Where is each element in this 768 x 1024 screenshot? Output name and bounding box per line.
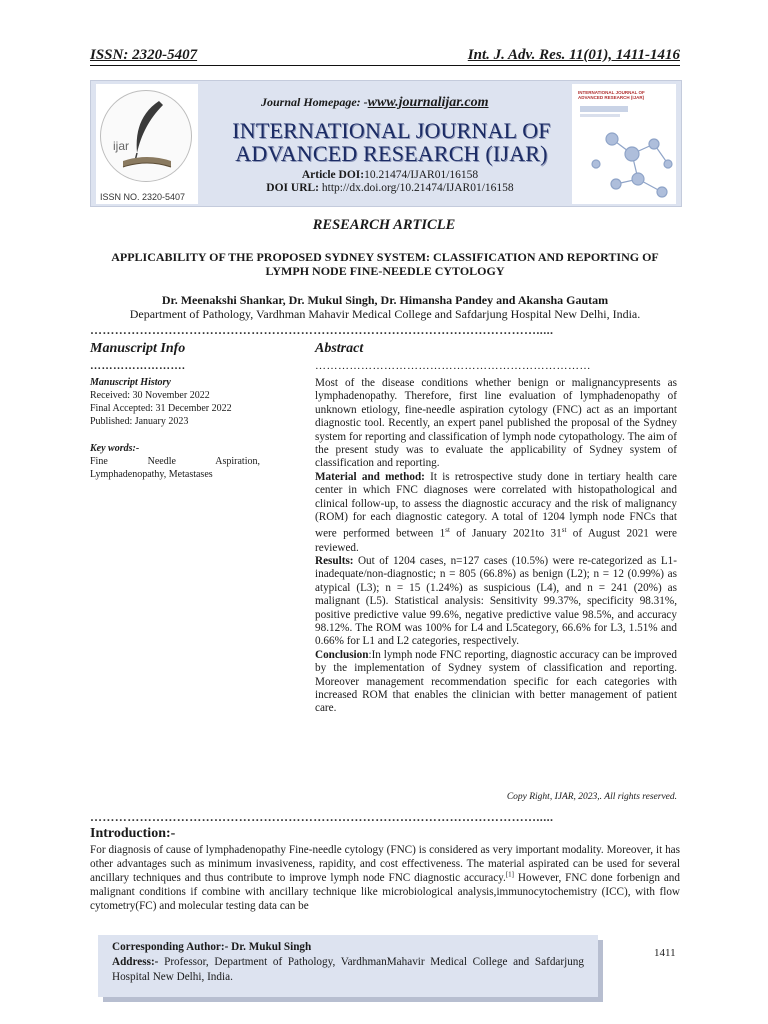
intro-text-b: However, FNC done forbenign and malignant conditions if combine with ancillary technique like microbiological analysis,immunocytochemistry (ICC), with flow cytometry(FC) and molecular testing data can be (90, 872, 680, 912)
introduction-body (90, 843, 680, 913)
doi-url-link[interactable]: http://dx.doi.org/10.21474/IJAR01/16158 (321, 182, 514, 194)
logo-circle (100, 90, 192, 182)
methods-text-c: of August 2021 were reviewed. (315, 528, 677, 554)
doi-url-label: DOI URL: (266, 182, 320, 194)
methods-text-a: It is retrospective study done in tertiary health care center in which FNC diagnoses were correlated with histopathological and clinical follow-up, to assess the diagnostic accuracy and the risk of malignancy (ROM) for each diagnostic category. A total of 1204 lymph node FNCs that were performed between 1 (315, 470, 677, 541)
journal-homepage (261, 95, 489, 111)
copyright-notice: Copy Right, IJAR, 2023,. All rights reserved. (506, 792, 677, 802)
molecule-graphic-icon (572, 84, 676, 204)
address-text: Professor, Department of Pathology, VardhmanMahavir Medical College and Safdarjung Hospital New Delhi, India. (112, 956, 584, 983)
methods-label: Material and method: (315, 470, 425, 483)
abstract-dots: ……………………………………………………………… (315, 360, 591, 372)
author-list: Dr. Meenakshi Shankar, Dr. Mukul Singh, Dr. Himansha Pandey and Akansha Gautam (161, 293, 609, 307)
journal-banner (90, 80, 682, 207)
issn-text: ISSN: 2320-5407 (90, 47, 198, 63)
homepage-label: Journal Homepage: - (261, 95, 368, 109)
manuscript-info-heading: Manuscript Info (90, 341, 186, 356)
separator-bottom: ………………………………………………………………………………………………..... (90, 810, 554, 824)
results-text: Out of 1204 cases, n=127 cases (10.5%) were re-categorized as L1-inadequate/non-diagnostic; n = 805 (66.8%) as benign (L2); n = 12 (0.99%) as atypical (L3); n = 15 (1.24%) as suspicious (L4), and n = 241 (20%) as malignant (L5). Statistical analysis: Sensitivity 99.37%, specificity 98.31%, positive predictive value 99.6%, negative predictive value 98.5%, and accuracy 98.12%. The ROM was 100% for L4 and L5category, 66.6% for L3, 1.51% and 0.66% for L1 and L2 categories, respectively. (315, 555, 677, 648)
affiliation: Department of Pathology, Vardhman Mahavir Medical College and Safdarjung Hospital New Delhi, India. (129, 307, 641, 321)
logo-issn: ISSN NO. 2320-5407 (100, 192, 186, 202)
doi-label: Article DOI: (301, 169, 365, 181)
doi-value: 10.21474/IJAR01/16158 (364, 169, 479, 181)
abstract-heading: Abstract (315, 341, 364, 356)
methods-text-b: of January 2021to 31 (449, 528, 562, 541)
keywords-heading: Key words:- (90, 443, 140, 454)
cover-title: INTERNATIONAL JOURNAL OF ADVANCED RESEARCH (IJAR) (578, 90, 645, 100)
citation-ref[interactable]: [1] (505, 870, 515, 879)
abstract-body (315, 377, 677, 716)
journal-title: INTERNATIONAL JOURNAL OF ADVANCED RESEARCH (IJAR) (232, 118, 551, 166)
manuscript-history-heading: Manuscript History (90, 377, 171, 388)
address-label: Address:- (112, 956, 159, 968)
journal-cover-image (572, 84, 676, 204)
corresponding-address (112, 955, 584, 985)
intro-text-a: For diagnosis of cause of lymphadenopathy Fine-needle cytology (FNC) is considered as very important modality. Moreover, it has other advantages such as minimum invasiveness, rapidity, and cost effectiveness. The material aspirated can be used for several ancillary techniques and thus contribute to improve lymph node FNC diagnostic accuracy. (90, 844, 680, 884)
methods-sup-2: st (561, 526, 567, 535)
homepage-link[interactable]: www.journalijar.com (367, 95, 489, 110)
abstract-methods (315, 471, 677, 555)
conclusion-text: :In lymph node FNC reporting, diagnostic accuracy can be improved by the implementation of Sydney system of classification and reporting. Moreover management recommendation specific for each categories with increased ROM that enables the clinician with better management of patient care. (315, 648, 677, 715)
abstract-conclusion (315, 649, 677, 716)
published-date: Published: January 2023 (90, 416, 189, 427)
page-number: 1411 (654, 947, 676, 959)
ijar-logo (96, 84, 198, 204)
introduction-heading: Introduction:- (90, 826, 176, 841)
results-label: Results: (315, 555, 354, 568)
corresponding-author-heading: Corresponding Author:- Dr. Mukul Singh (112, 941, 312, 953)
journal-reference: Int. J. Adv. Res. 11(01), 1411-1416 (467, 47, 680, 63)
methods-sup-1: st (445, 526, 450, 535)
running-header (90, 44, 680, 66)
received-date: Received: 30 November 2022 (90, 390, 210, 401)
abstract-results (315, 555, 677, 649)
manuscript-info-dots: ……………………. (90, 360, 186, 372)
manuscript-info (90, 376, 260, 481)
conclusion-label: Conclusion (315, 648, 369, 661)
article-title: APPLICABILITY OF THE PROPOSED SYDNEY SYSTEM: CLASSIFICATION AND REPORTING OF LYMPH NODE FINE-NEEDLE CYTOLOGY (111, 250, 659, 278)
quill-book-icon (101, 91, 192, 182)
accepted-date: Final Accepted: 31 December 2022 (90, 403, 232, 414)
corresponding-author-box (98, 935, 598, 997)
article-type: RESEARCH ARTICLE (312, 217, 456, 233)
logo-text: ijar (113, 139, 130, 153)
keywords: Fine Needle Aspiration, Lymphadenopathy, Metastases (90, 456, 260, 480)
doi-block (245, 169, 535, 195)
separator-top: ………………………………………………………………………………………………..... (90, 323, 554, 337)
abstract-intro: Most of the disease conditions whether benign or malignancypresents as lymphadenopathy. Therefore, first line evaluation of lymphadenopathy of unknown etiology, fine-needle aspiration cytology (FNC) act as an important diagnostic tool. Recently, an expert panel published the proposal of the Sydney system for reporting and classification of lymph node cytopathology. The aim of the present study was to evaluate the applicability of Sydney system of classification and reporting. (315, 377, 677, 470)
